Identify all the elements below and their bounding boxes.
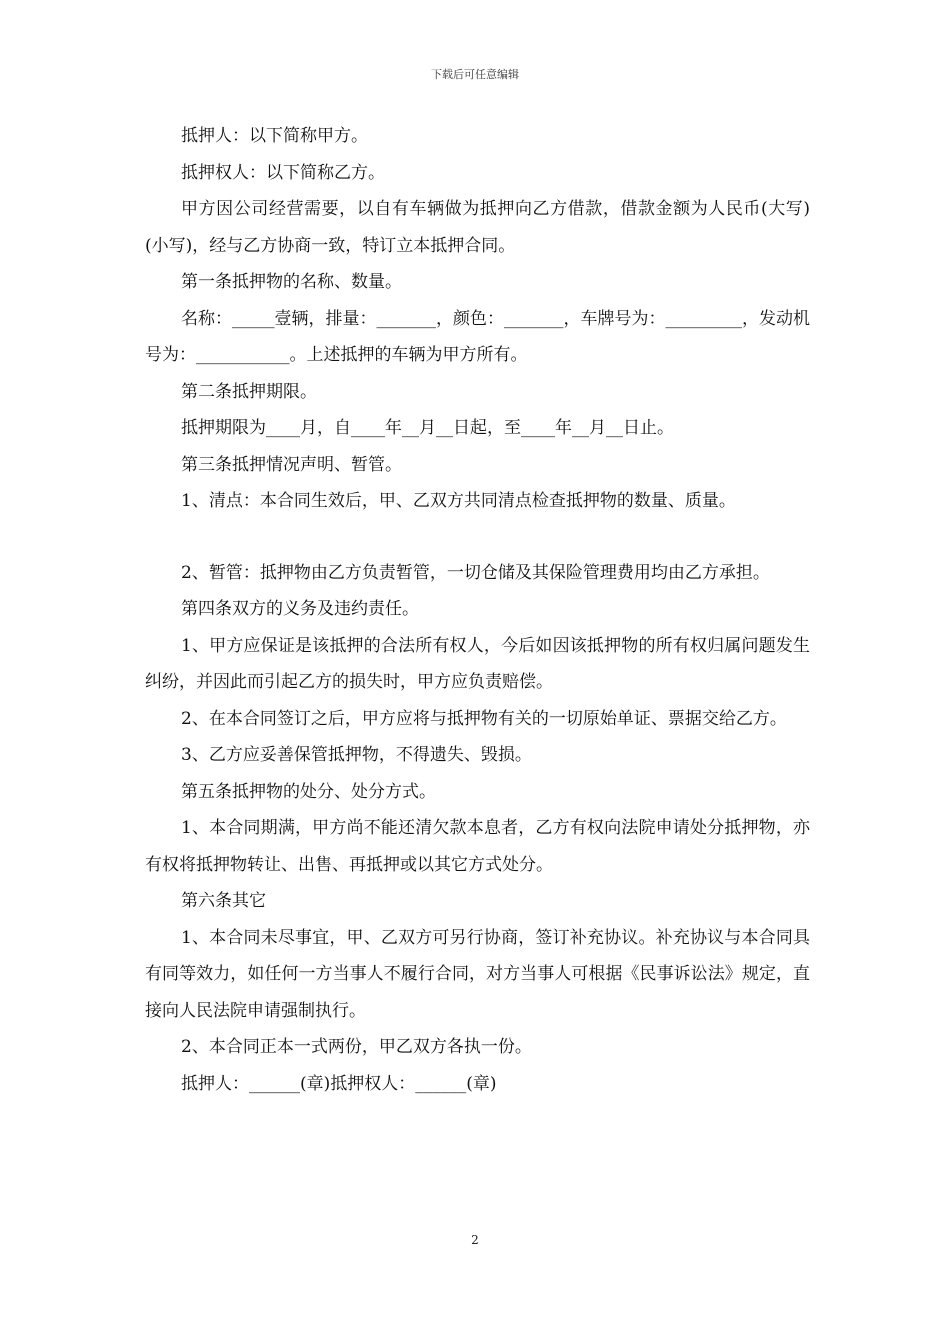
mortgagor-intro: 抵押人：以下简称甲方。 [181, 126, 368, 146]
mortgage-term-paragraph: 抵押期限为____月，自____年__月__日起，至____年__月__日止。 [181, 418, 674, 438]
article-2-heading: 第二条抵押期限。 [181, 381, 317, 402]
signature-line: 抵押人：______(章)抵押权人：______(章) [181, 1073, 497, 1094]
article-4-item-2: 2、在本合同签订之后，甲方应将与抵押物有关的一切原始单证、票据交给乙方。 [181, 708, 787, 729]
article-4-heading: 第四条双方的义务及违约责任。 [181, 599, 419, 619]
article-3-item-2: 2、暂管：抵押物由乙方负责暂管，一切仓储及其保险管理费用均由乙方承担。 [181, 562, 770, 583]
page-header: 下载后可任意编辑 [431, 68, 519, 81]
document-body [145, 118, 810, 1102]
article-3-item-1: 1、清点：本合同生效后，甲、乙双方共同清点检查抵押物的数量、质量。 [181, 491, 736, 511]
article-6-item-2: 2、本合同正本一式两份，甲乙双方各执一份。 [181, 1037, 532, 1057]
loan-purpose-paragraph: 甲方因公司经营需要，以自有车辆做为抵押向乙方借款，借款金额为人民币(大写)(小写)，经与乙方协商一致，特订立本抵押合同。 [145, 199, 810, 256]
vehicle-details-paragraph: 名称：_____壹辆，排量：_______，颜色：_______，车牌号为：_________，发动机号为：___________。上述抵押的车辆为甲方所有。 [145, 308, 810, 365]
article-4-item-1: 1、甲方应保证是该抵押的合法所有权人，今后如因该抵押物的所有权归属问题发生纠纷，并因此而引起乙方的损失时，甲方应负责赔偿。 [145, 635, 810, 692]
article-6-heading: 第六条其它 [181, 891, 266, 911]
article-1-heading: 第一条抵押物的名称、数量。 [181, 272, 402, 292]
article-5-item-1: 1、本合同期满，甲方尚不能还清欠款本息者，乙方有权向法院申请处分抵押物，亦有权将抵押物转让、出售、再抵押或以其它方式处分。 [145, 818, 810, 875]
article-3-heading: 第三条抵押情况声明、暂管。 [181, 454, 402, 475]
article-5-heading: 第五条抵押物的处分、处分方式。 [181, 781, 436, 802]
article-4-item-3: 3、乙方应妥善保管抵押物，不得遗失、毁损。 [181, 745, 532, 765]
article-6-item-1: 1、本合同未尽事宜，甲、乙双方可另行协商，签订补充协议。补充协议与本合同具有同等效力，如任何一方当事人不履行合同，对方当事人可根据《民事诉讼法》规定，直接向人民法院申请强制执行。 [145, 927, 810, 1021]
page-number: 2 [471, 1233, 479, 1247]
mortgagee-intro: 抵押权人：以下简称乙方。 [181, 162, 385, 183]
